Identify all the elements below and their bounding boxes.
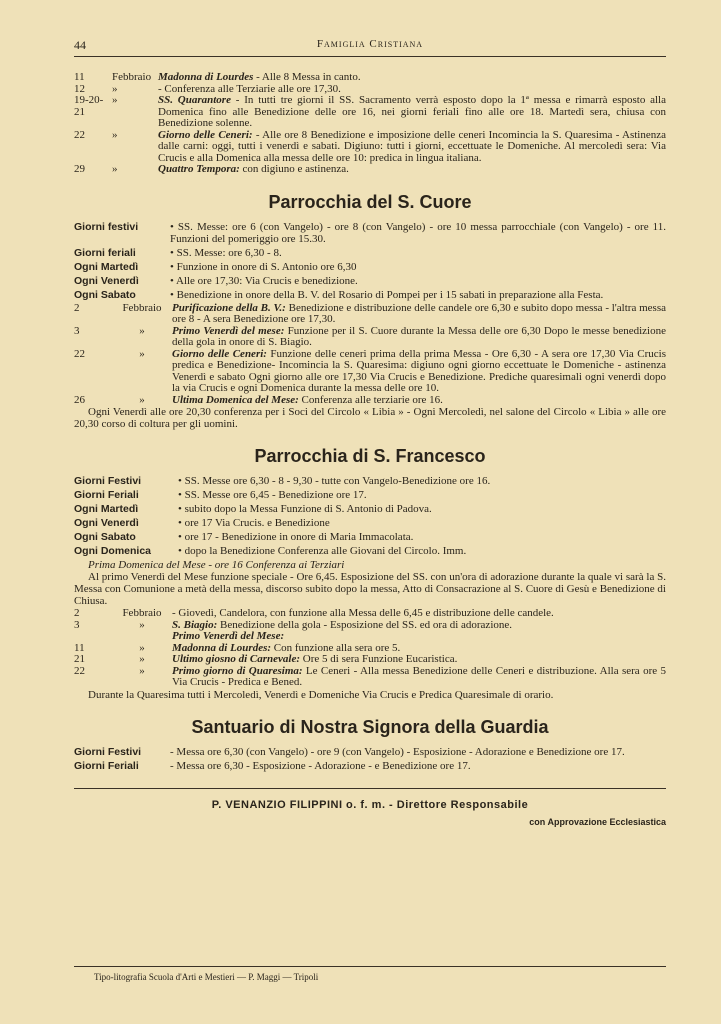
event-month: »	[112, 94, 118, 106]
event-label: Madonna di Lourdes	[158, 71, 254, 83]
page-header	[74, 0, 666, 52]
francesco-primo-venerdi: Al primo Venerdì del Mese funzione speciale - Ore 6,45. Esposizione del SS. con un'ora di adorazione durante la quale vi sarà la S. Messa con Comunione a metà della messa, discorso subito dopo la messa, Atto di Consacrazione al S. Cuore di Gesù e Benedizione di Chiusa.	[74, 571, 666, 607]
event-body: Funzione delle ceneri prima della prima Messa - Ore 6,30 - A sera ore 17,30 Via Crucis predica e Benedizione- Incomincia la S. Quaresima: digiuno ogni giorno eccettuate le Domeniche - astinenza Venerdì e sabato Ogni giorno alle ore 17,30 Via Crucis e Benedizione. Prediche quaresimali ogni venerdì dopo la via Crucis e ogni Domenica durante la messa delle ore 10.	[172, 347, 667, 394]
event-label: Purificazione della B. V.:	[172, 301, 286, 314]
event-day: 19-20-21	[74, 94, 104, 118]
event-body: - Conferenza alle Terziarie alle ore 17,30.	[158, 82, 341, 95]
francesco-closing: Durante la Quaresima tutti i Mercoledì, Venerdì e Domeniche Via Crucis e Predica Quaresimale di orario.	[88, 688, 554, 701]
footer-rule	[74, 788, 666, 789]
event-row	[74, 620, 666, 632]
event-day: 26	[74, 393, 85, 406]
event-label: Madonna di Lourdes:	[172, 641, 272, 654]
event-row	[74, 395, 666, 407]
event-label: Ultimo giosno di Carnevale:	[172, 653, 301, 665]
event-label: Ultima Domenica del Mese:	[172, 393, 299, 406]
event-row	[74, 666, 666, 689]
schedule-row	[74, 517, 666, 529]
schedule-text: • Funzione in onore di S. Antonio ore 6,30	[170, 260, 357, 273]
event-month: »	[112, 128, 118, 141]
schedule-row	[74, 545, 666, 557]
director-line: P. VENANZIO FILIPPINI o. f. m. - Direttore Responsabile	[211, 798, 529, 811]
running-title: Famiglia Cristiana	[316, 38, 424, 50]
event-text	[158, 164, 666, 176]
schedule-row	[74, 221, 666, 245]
schedule-row	[74, 503, 666, 515]
schedule-label: Ogni Sabato	[74, 288, 136, 301]
approval-line: con Approvazione Ecclesiastica	[529, 816, 666, 827]
schedule-row	[74, 275, 666, 287]
event-day: 2	[74, 607, 80, 619]
schedule-text: • Benedizione in onore della B. V. del Rosario di Pompei per i 15 sabati in preparazione alla Festa.	[170, 288, 604, 301]
schedule-text: • ore 17 - Benedizione in onore di Maria Immacolata.	[178, 531, 414, 543]
schedule-row	[74, 475, 666, 487]
event-month: »	[139, 347, 145, 360]
event-month: »	[139, 618, 145, 631]
event-day: 3	[74, 324, 80, 337]
event-month: »	[112, 163, 118, 175]
event-day: 12	[74, 82, 85, 95]
schedule-text: • SS. Messe: ore 6,30 - 8.	[170, 246, 282, 259]
event-body: Benedizione della gola - Esposizione del SS. ed ora di adorazione.	[217, 618, 513, 631]
event-month: Febbraio	[122, 607, 162, 619]
schedule-label: Ogni Sabato	[74, 531, 136, 543]
schedule-label: Ogni Domenica	[74, 545, 152, 557]
event-body: Benedizione e distribuzione delle candele ore 6,30 e subito dopo messa - l'altra messa ore 8 - A sera Benedizione ore 17,30.	[172, 301, 666, 325]
schedule-text: • dopo la Benedizione Conferenza alle Giovani del Circolo. Imm.	[178, 545, 467, 557]
schedule-text: • SS. Messe ore 6,45 - Benedizione ore 17.	[178, 489, 367, 501]
event-day: 22	[74, 128, 85, 141]
event-row	[74, 349, 666, 395]
event-label: Primo giorno di Quaresima:	[172, 664, 303, 677]
event-day: 21	[74, 653, 85, 665]
schedule-row	[74, 261, 666, 273]
event-row	[74, 164, 666, 176]
event-body: con digiuno e astinenza.	[239, 163, 349, 175]
event-row	[74, 303, 666, 326]
schedule-row	[74, 247, 666, 259]
event-day: 29	[74, 163, 85, 175]
event-month: »	[139, 664, 145, 677]
calendar-section	[74, 72, 666, 176]
schedule-text: • SS. Messe ore 6,30 - 8 - 9,30 - tutte con Vangelo-Benedizione ore 16.	[178, 475, 491, 487]
schedule-label: Ogni Martedì	[74, 260, 139, 273]
event-day: 11	[74, 71, 85, 83]
section-title-cuore: Parrocchia del S. Cuore	[268, 191, 472, 212]
schedule-row	[74, 760, 666, 772]
santuario-schedule	[74, 746, 666, 772]
event-label: Giorno delle Ceneri:	[158, 128, 253, 141]
event-day: 22	[74, 664, 85, 677]
schedule-row	[74, 531, 666, 543]
francesco-prima-domenica: Prima Domenica del Mese - ore 16 Conferenza ai Terziari	[88, 559, 345, 571]
schedule-row	[74, 289, 666, 301]
cuore-events	[74, 303, 666, 407]
event-row	[74, 326, 666, 349]
page-number: 44	[74, 38, 86, 52]
event-label: Giorno delle Ceneri:	[172, 347, 267, 360]
schedule-text: - Messa ore 6,30 (con Vangelo) - ore 9 (con Vangelo) - Esposizione - Adorazione e Benedizione ore 17.	[170, 745, 625, 758]
event-label: Primo Venerdì del mese:	[172, 324, 285, 337]
event-day: 3	[74, 618, 80, 631]
event-body: - Alle ore 8 Benedizione e imposizione delle ceneri Incomincia la S. Quaresima - Astinenza dalle carni: oggi, tutti i venerdì e sabati. Digiuno: tutti i giorni, eccettuate le Domeniche. Al mercoledì sera: Via Crucis e alla Domenica alla messa delle ore 10: predica in lingua italiana.	[158, 128, 666, 164]
francesco-events	[74, 608, 666, 689]
schedule-label: Ogni Martedì	[74, 503, 139, 515]
schedule-label: Giorni Festivi	[74, 745, 142, 758]
schedule-label: Giorni Feriali	[74, 489, 139, 501]
event-text	[158, 95, 666, 130]
event-month	[112, 631, 172, 643]
event-body: Conferenza alle terziarie ore 16.	[298, 393, 443, 406]
event-month: »	[139, 653, 145, 665]
event-text	[172, 666, 666, 689]
cuore-schedule	[74, 221, 666, 301]
printer-rule	[74, 966, 666, 967]
event-month: »	[139, 324, 145, 337]
event-label: SS. Quarantore	[158, 94, 231, 106]
header-rule	[74, 56, 666, 57]
schedule-label: Ogni Venerdì	[74, 274, 139, 287]
cuore-closing: Ogni Venerdì alle ore 20,30 conferenza per i Soci del Circolo « Libia » - Ogni Mercoledì, nel salone del Circolo « Libia » alle ore 20,30 corso di coltura per gli uomini.	[74, 406, 666, 430]
event-row	[74, 130, 666, 165]
event-label: S. Biagio:	[172, 618, 218, 631]
event-month: Febbraio	[122, 301, 162, 314]
event-body: Le Ceneri - Alla messa Benedizione delle Ceneri e distribuzione. Alla sera ore 5 Via Crucis - Predica e Bened.	[172, 664, 666, 688]
schedule-label: Ogni Venerdì	[74, 517, 139, 529]
schedule-row	[74, 746, 666, 758]
schedule-row	[74, 489, 666, 501]
event-text	[172, 303, 666, 326]
event-day: 2	[74, 301, 80, 314]
schedule-text: - Messa ore 6,30 - Esposizione - Adorazione - e Benedizione ore 17.	[170, 759, 471, 772]
event-body: - Giovedì, Candelora, con funzione alla Messa delle 6,45 e distribuzione delle candele.	[172, 607, 554, 619]
section-title-francesco: Parrocchia di S. Francesco	[254, 446, 486, 466]
section-title-santuario: Santuario di Nostra Signora della Guardia	[191, 716, 549, 737]
printer-line: Tipo-litografia Scuola d'Arti e Mestieri — P. Maggi — Tripoli	[94, 972, 319, 982]
event-month: »	[139, 393, 145, 406]
schedule-text: • subito dopo la Messa Funzione di S. Antonio di Padova.	[178, 503, 432, 515]
francesco-schedule	[74, 475, 666, 557]
event-label: Quattro Tempora:	[158, 163, 240, 175]
event-body: Ore 5 di sera Funzione Eucaristica.	[300, 653, 458, 665]
event-body: - Alle 8 Messa in canto.	[253, 71, 361, 83]
event-text	[172, 326, 666, 349]
schedule-label: Giorni feriali	[74, 246, 136, 259]
event-body: Funzione per il S. Cuore durante la Messa delle ore 6,30 Dopo le messe benedizione della gola in onore di S. Biagio.	[172, 324, 666, 348]
event-day	[74, 631, 112, 643]
event-month: »	[112, 82, 118, 95]
schedule-label: Giorni festivi	[74, 220, 139, 233]
event-text	[158, 130, 666, 165]
event-row	[74, 95, 666, 130]
event-day: 22	[74, 347, 85, 360]
event-label: Primo Venerdì del Mese:	[172, 630, 285, 642]
schedule-text: • Alle ore 17,30: Via Crucis e benedizione.	[170, 274, 358, 287]
event-body: - In tutti tre giorni il SS. Sacramento verrà esposto dopo la 1ª messa e rimarrà esposto alla Domenica fino alle Benedizione delle ore 16, nei giorni feriali fino alle ore 18. Martedì sera, chiusa con Benedizione solenne.	[158, 94, 666, 129]
schedule-label: Giorni Festivi	[74, 475, 142, 487]
event-month: Febbraio	[112, 71, 152, 83]
schedule-text: • ore 17 Via Crucis. e Benedizione	[178, 517, 330, 529]
event-day: 11	[74, 641, 85, 654]
event-body: Con funzione alla sera ore 5.	[271, 641, 401, 654]
event-month: »	[139, 641, 145, 654]
event-text	[172, 349, 666, 395]
schedule-label: Giorni Feriali	[74, 759, 139, 772]
schedule-text: • SS. Messe: ore 6 (con Vangelo) - ore 8 (con Vangelo) - ore 10 messa parrocchiale (con Vangelo) - ore 11. Funzioni del pomeriggio ore 15.30.	[170, 220, 666, 245]
event-text	[172, 395, 666, 407]
